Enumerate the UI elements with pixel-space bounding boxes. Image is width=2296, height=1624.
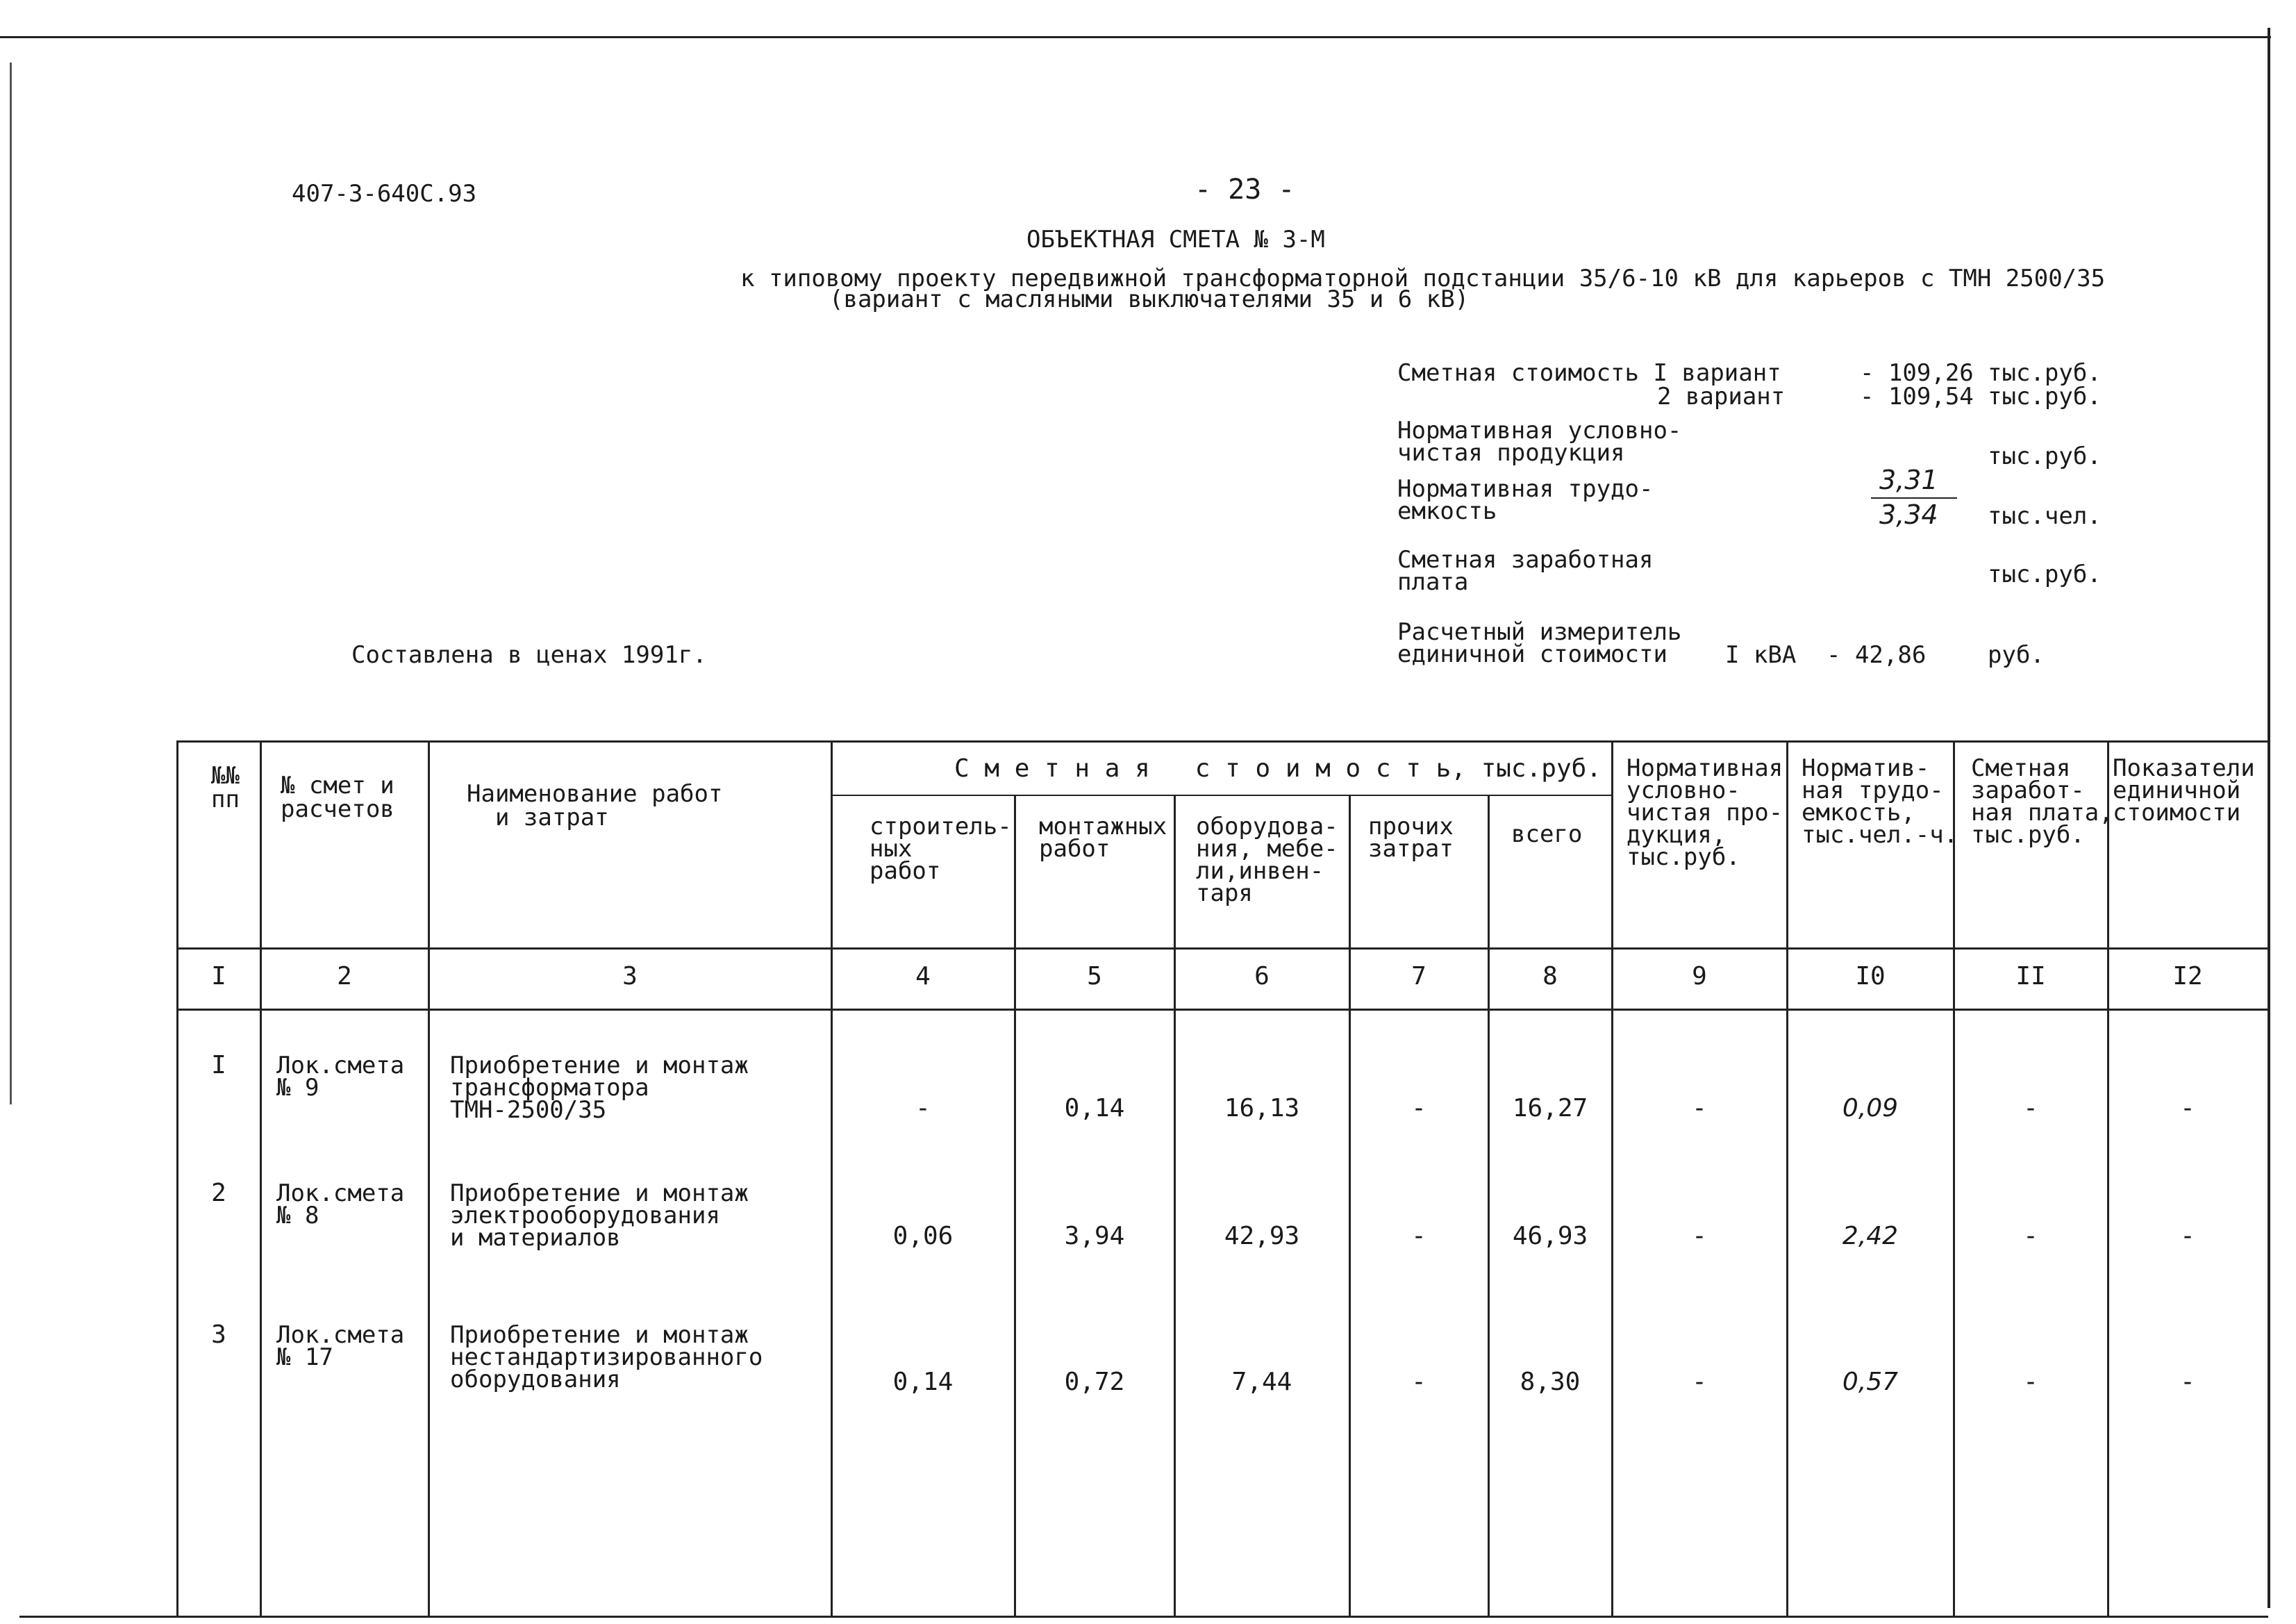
row-estimate: Лок.смета № 9 bbox=[276, 1052, 405, 1102]
cost-label: Сметная стоимость I вариант bbox=[1397, 359, 1781, 387]
cost-variant2-label: 2 вариант bbox=[1657, 383, 1786, 411]
cost-unit-1: тыс.руб. bbox=[1988, 359, 2102, 387]
row-installation: 0,14 bbox=[1064, 1094, 1125, 1122]
page-border-left bbox=[10, 63, 12, 1104]
row-total: 46,93 bbox=[1512, 1222, 1588, 1250]
row-total: 16,27 bbox=[1512, 1094, 1588, 1122]
meter-label: Расчетный измеритель единичной стоимости bbox=[1397, 618, 1682, 668]
colnum-5: 5 bbox=[1087, 962, 1102, 991]
header-col-10: Норматив- ная трудо- емкость, тыс.чел.-ч. bbox=[1802, 754, 1958, 849]
doc-code: 407-3-640С.93 bbox=[292, 180, 477, 208]
row-work-name: Приобретение и монтаж электрооборудования и материалов bbox=[450, 1179, 749, 1252]
header-cost-group: С м е т н а я с т о и м о с т ь, тыс.руб. bbox=[954, 754, 1602, 783]
table-group-line bbox=[831, 795, 1611, 796]
header-col-12: Показатели единичной стоимости bbox=[2113, 754, 2255, 827]
row-other: - bbox=[1411, 1368, 1426, 1396]
row-installation: 0,72 bbox=[1064, 1368, 1125, 1396]
meter-value: - 42,86 bbox=[1827, 641, 1927, 669]
row-estimate: Лок.смета № 8 bbox=[276, 1179, 405, 1229]
col-line-10 bbox=[1953, 740, 1955, 1617]
cost-v2-value: - 109,54 bbox=[1860, 383, 1974, 411]
colnum-7: 7 bbox=[1411, 962, 1426, 991]
row-number: I bbox=[211, 1051, 226, 1079]
row-other: - bbox=[1411, 1222, 1426, 1250]
page-border-top bbox=[0, 36, 2271, 38]
col-line-7 bbox=[1488, 795, 1490, 1617]
colnum-4: 4 bbox=[915, 962, 931, 991]
row-construction: 0,14 bbox=[892, 1368, 954, 1396]
row-number: 2 bbox=[211, 1179, 226, 1207]
net-output-label: Нормативная условно- чистая продукция bbox=[1397, 417, 1682, 467]
col-line-8 bbox=[1611, 740, 1613, 1617]
row-work-name: Приобретение и монтаж нестандартизированного оборудования bbox=[450, 1321, 763, 1393]
row-labor: 0,57 bbox=[1842, 1368, 1899, 1396]
colnum-8: 8 bbox=[1542, 962, 1558, 991]
wage-label: Сметная заработная плата bbox=[1397, 546, 1654, 596]
row-net-output: - bbox=[1692, 1368, 1707, 1396]
row-equipment: 16,13 bbox=[1224, 1094, 1300, 1122]
colnum-12: I2 bbox=[2172, 962, 2203, 991]
row-estimate: Лок.смета № 17 bbox=[276, 1321, 405, 1371]
row-labor: 0,09 bbox=[1842, 1094, 1899, 1122]
labor-unit: тыс.чел. bbox=[1988, 502, 2102, 530]
row-unit-cost: - bbox=[2180, 1368, 2195, 1396]
page-title: ОБЪЕКТНАЯ СМЕТА № 3-М bbox=[1026, 226, 1325, 254]
row-wages: - bbox=[2023, 1222, 2038, 1250]
header-col-3: Наименование работ и затрат bbox=[467, 780, 723, 831]
row-construction: 0,06 bbox=[892, 1222, 954, 1250]
subtitle-line-1: к типовому проекту передвижной трансформаторной подстанции 35/6-10 кВ для карьеров с ТМН 2500/35 bbox=[740, 265, 2106, 292]
row-unit-cost: - bbox=[2180, 1222, 2195, 1250]
row-other: - bbox=[1411, 1094, 1426, 1122]
labor-value-top: 3,31 bbox=[1879, 465, 1938, 495]
labor-label: Нормативная трудо- емкость bbox=[1397, 475, 1654, 525]
header-col-5: монтажных работ bbox=[1039, 813, 1167, 863]
colnum-10: I0 bbox=[1855, 962, 1886, 991]
row-number: 3 bbox=[211, 1320, 226, 1349]
colnum-3: 3 bbox=[622, 962, 638, 991]
header-col-8: всего bbox=[1511, 820, 1583, 848]
row-construction: - bbox=[915, 1094, 931, 1122]
col-line-2 bbox=[428, 740, 430, 1617]
col-line-6 bbox=[1349, 795, 1351, 1617]
colnum-9: 9 bbox=[1692, 962, 1707, 991]
page-border-right bbox=[2268, 28, 2270, 1608]
row-labor: 2,42 bbox=[1842, 1222, 1899, 1250]
cost-v1-value: - 109,26 bbox=[1860, 359, 1974, 387]
row-net-output: - bbox=[1692, 1094, 1707, 1122]
colnum-6: 6 bbox=[1254, 962, 1270, 991]
header-col-11: Сметная заработ- ная плата, тыс.руб. bbox=[1971, 754, 2113, 849]
meter-unit-label: I кВА bbox=[1725, 641, 1797, 669]
col-line-0 bbox=[176, 740, 178, 1617]
colnum-11: II bbox=[2015, 962, 2046, 991]
header-col-1: №№ пп bbox=[211, 762, 240, 813]
col-line-5 bbox=[1174, 795, 1176, 1617]
col-line-9 bbox=[1786, 740, 1788, 1617]
wage-unit: тыс.руб. bbox=[1988, 561, 2102, 588]
col-line-3 bbox=[831, 740, 833, 1617]
col-line-11 bbox=[2107, 740, 2109, 1617]
col-line-4 bbox=[1014, 795, 1016, 1617]
row-installation: 3,94 bbox=[1064, 1222, 1125, 1250]
row-equipment: 7,44 bbox=[1231, 1368, 1292, 1396]
row-equipment: 42,93 bbox=[1224, 1222, 1300, 1250]
meter-currency: руб. bbox=[1988, 641, 2045, 669]
net-output-unit: тыс.руб. bbox=[1988, 442, 2102, 470]
colnum-1: I bbox=[211, 962, 226, 991]
header-col-9: Нормативная условно- чистая про- дукция, тыс.руб. bbox=[1627, 754, 1783, 871]
labor-fraction-line bbox=[1871, 497, 1957, 499]
row-wages: - bbox=[2023, 1368, 2038, 1396]
row-wages: - bbox=[2023, 1094, 2038, 1122]
labor-value-bottom: 3,34 bbox=[1879, 499, 1938, 530]
cost-unit-2: тыс.руб. bbox=[1988, 383, 2102, 411]
header-col-2: № смет и расчетов bbox=[281, 772, 394, 823]
row-unit-cost: - bbox=[2180, 1094, 2195, 1122]
header-col-7: прочих затрат bbox=[1368, 813, 1454, 863]
colnum-2: 2 bbox=[337, 962, 352, 991]
col-line-1 bbox=[260, 740, 262, 1617]
header-col-4: строитель- ных работ bbox=[870, 813, 1012, 885]
row-work-name: Приобретение и монтаж трансформатора ТМН-2500/35 bbox=[450, 1052, 749, 1124]
row-net-output: - bbox=[1692, 1222, 1707, 1250]
page-border-bottom bbox=[19, 1616, 2268, 1618]
header-col-6: оборудова- ния, мебе- ли,инвен- таря bbox=[1196, 813, 1338, 907]
subtitle-line-2: (вариант с масляными выключателями 35 и 6 кВ) bbox=[829, 285, 1470, 313]
row-total: 8,30 bbox=[1520, 1368, 1581, 1396]
page-number: - 23 - bbox=[1195, 174, 1295, 206]
prices-note: Составлена в ценах 1991г. bbox=[351, 641, 707, 669]
